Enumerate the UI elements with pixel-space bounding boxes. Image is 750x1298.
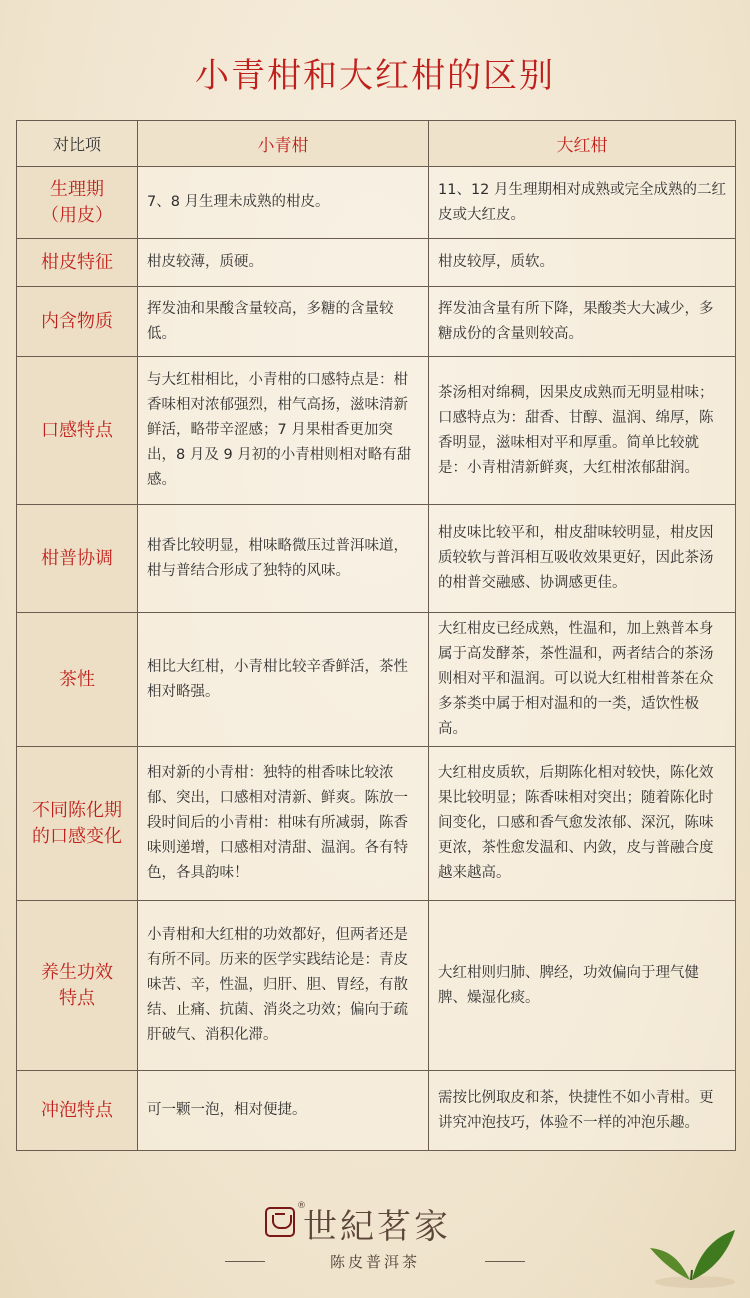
table-row <box>17 505 736 613</box>
row-label: 柑皮特征 <box>17 239 138 287</box>
cell-xiaoqinggan: 挥发油和果酸含量较高，多糖的含量较低。 <box>138 287 429 357</box>
row-label: 不同陈化期 的口感变化 <box>17 747 138 901</box>
cell-xiaoqinggan: 可一颗一泡，相对便捷。 <box>138 1071 429 1151</box>
cell-xiaoqinggan: 柑香比较明显，柑味略微压过普洱味道，柑与普结合形成了独特的风味。 <box>138 505 429 613</box>
header-dahonggan: 大红柑 <box>429 121 736 167</box>
row-label: 茶性 <box>17 613 138 747</box>
cell-dahonggan: 柑皮味比较平和，柑皮甜味较明显，柑皮因质较软与普洱相互吸收效果更好，因此茶汤的柑普交融感、协调感更佳。 <box>429 505 736 613</box>
row-label: 养生功效 特点 <box>17 901 138 1071</box>
registered-mark: ® <box>297 1201 306 1211</box>
cell-xiaoqinggan: 相对新的小青柑：独特的柑香味比较浓郁、突出，口感相对清新、鲜爽。陈放一段时间后的小青柑：柑味有所减弱，陈香味则递增，口感相对清甜、温润。各有特色，各具韵味！ <box>138 747 429 901</box>
seal-logo-icon <box>265 1207 295 1237</box>
header-xiaoqinggan: 小青柑 <box>138 121 429 167</box>
cell-xiaoqinggan: 小青柑和大红柑的功效都好，但两者还是有所不同。历来的医学实践结论是：青皮味苦、辛，性温，归肝、胆、胃经，有散结、止痛、抗菌、消炎之功效；偏向于疏肝破气、消积化滞。 <box>138 901 429 1071</box>
cell-xiaoqinggan: 7、8 月生理未成熟的柑皮。 <box>138 167 429 239</box>
cell-dahonggan: 柑皮较厚，质软。 <box>429 239 736 287</box>
cell-xiaoqinggan: 与大红柑相比，小青柑的口感特点是：柑香味相对浓郁强烈，柑气高扬，滋味清新鲜活，略带辛涩感；7 月果柑香更加突出，8 月及 9 月初的小青柑则相对略有甜感。 <box>138 357 429 505</box>
row-label: 生理期 （用皮） <box>17 167 138 239</box>
brand-name: 世紀茗家 <box>303 1207 451 1247</box>
cell-dahonggan: 大红柑皮质软，后期陈化相对较快，陈化效果比较明显；陈香味相对突出；随着陈化时间变化，口感和香气愈发浓郁、深沉，陈味更浓，茶性愈发温和、内敛，皮与普融合度越来越高。 <box>429 747 736 901</box>
table-row <box>17 1071 736 1151</box>
cell-dahonggan: 茶汤相对绵稠，因果皮成熟而无明显柑味；口感特点为：甜香、甘醇、温润、绵厚，陈香明显，滋味相对平和厚重。简单比较就是：小青柑清新鲜爽，大红柑浓郁甜润。 <box>429 357 736 505</box>
row-label: 口感特点 <box>17 357 138 505</box>
table-header-row <box>17 121 736 167</box>
table-row <box>17 287 736 357</box>
row-label: 内含物质 <box>17 287 138 357</box>
table-row <box>17 357 736 505</box>
cell-dahonggan: 大红柑皮已经成熟，性温和，加上熟普本身属于高发酵茶，茶性温和，两者结合的茶汤则相对平和温润。可以说大红柑柑普茶在众多茶类中属于相对温和的一类，适饮性极高。 <box>429 613 736 747</box>
row-label: 柑普协调 <box>17 505 138 613</box>
tea-leaf-icon <box>640 1210 740 1290</box>
brand-subtitle: 陈皮普洱茶 <box>265 1251 485 1272</box>
brand-logo <box>265 1201 505 1275</box>
cell-xiaoqinggan: 柑皮较薄，质硬。 <box>138 239 429 287</box>
cell-dahonggan: 需按比例取皮和茶，快捷性不如小青柑。更讲究冲泡技巧，体验不一样的冲泡乐趣。 <box>429 1071 736 1151</box>
header-compare-item: 对比项 <box>17 121 138 167</box>
cell-xiaoqinggan: 相比大红柑，小青柑比较辛香鲜活，茶性相对略强。 <box>138 613 429 747</box>
table-row <box>17 167 736 239</box>
cell-dahonggan: 大红柑则归肺、脾经，功效偏向于理气健脾、燥湿化痰。 <box>429 901 736 1071</box>
cell-dahonggan: 11、12 月生理期相对成熟或完全成熟的二红皮或大红皮。 <box>429 167 736 239</box>
row-label: 冲泡特点 <box>17 1071 138 1151</box>
cell-dahonggan: 挥发油含量有所下降，果酸类大大减少，多糖成份的含量则较高。 <box>429 287 736 357</box>
table-row <box>17 613 736 747</box>
table-row <box>17 901 736 1071</box>
table-row <box>17 747 736 901</box>
table-row <box>17 239 736 287</box>
page-title: 小青柑和大红柑的区别 <box>195 56 555 96</box>
comparison-table <box>16 120 736 1151</box>
